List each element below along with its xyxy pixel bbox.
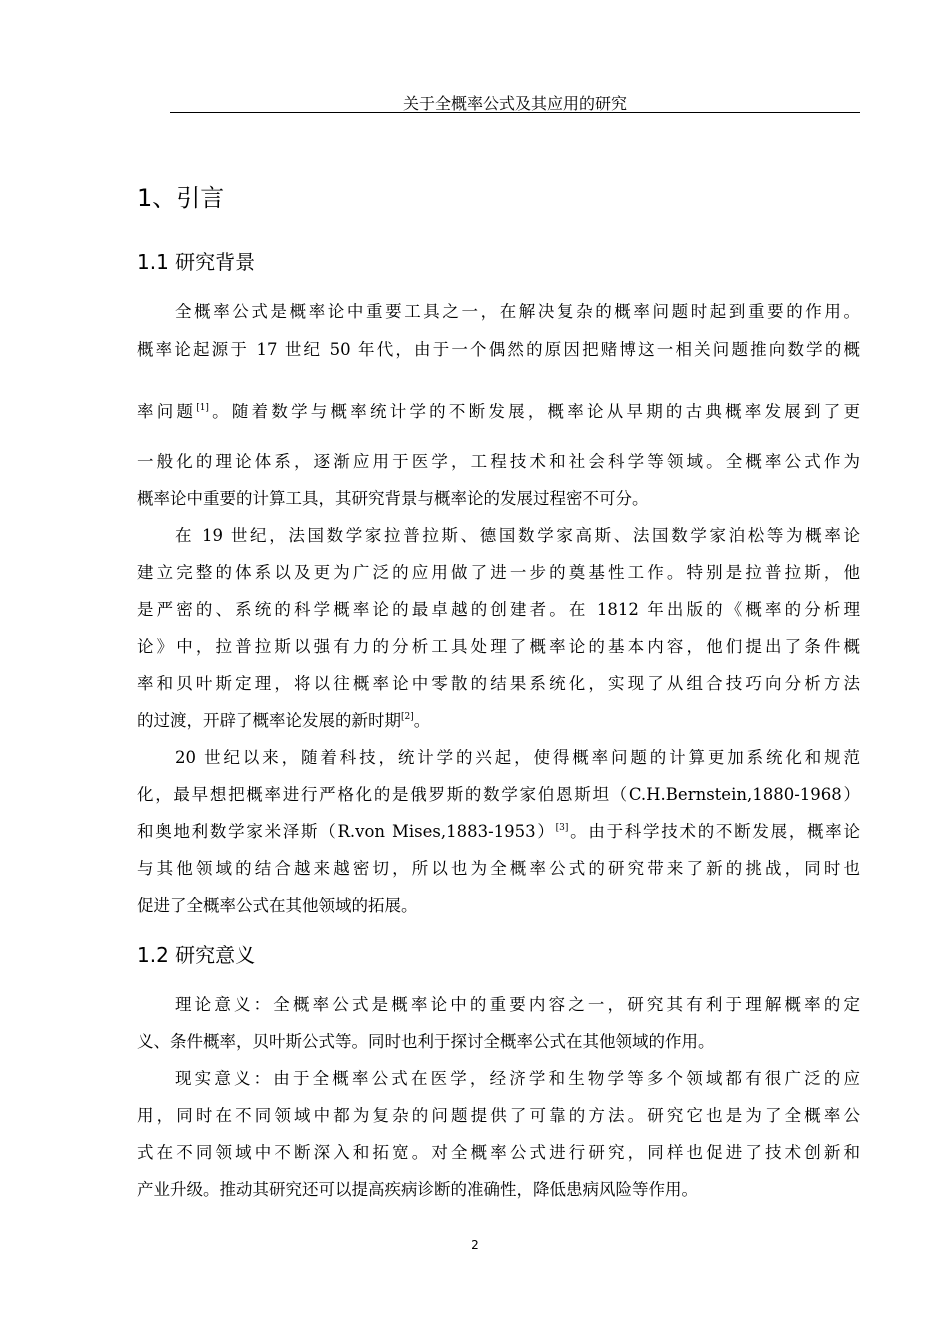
citation-ref-3: [3] <box>555 823 569 833</box>
header-rule <box>170 112 860 113</box>
text-span: 。由于科学技术的不断发展，概率论 <box>568 822 860 841</box>
text-line: 理论意义：全概率公式是概率论中的重要内容之一，研究其有利于理解概率的定 <box>175 995 860 1014</box>
text-line: 式在不同领域中不断深入和拓宽。对全概率公式进行研究，同样也促进了技术创新和 <box>137 1143 860 1162</box>
text-line <box>137 820 860 844</box>
text-line: 建立完整的体系以及更为广泛的应用做了进一步的奠基性工作。特别是拉普拉斯，他 <box>137 563 860 582</box>
subsection-heading-significance: 1.2 研究意义 <box>137 943 256 967</box>
citation-ref-2: [2] <box>401 712 414 722</box>
text-line: 概率论起源于 17 世纪 50 年代，由于一个偶然的原因把赌博这一相关问题推向数学的概 <box>137 340 860 359</box>
text-line: 论》中，拉普拉斯以强有力的分析工具处理了概率论的基本内容，他们提出了条件概 <box>137 637 860 656</box>
section-heading-introduction: 1、引言 <box>137 184 225 212</box>
text-span: 。 <box>413 711 431 730</box>
text-span: 。随着数学与概率统计学的不断发展，概率论从早期的古典概率发展到了更 <box>208 402 860 421</box>
text-line: 与其他领域的结合越来越密切，所以也为全概率公式的研究带来了新的挑战，同时也 <box>137 859 860 878</box>
text-line: 一般化的理论体系，逐渐应用于医学，工程技术和社会科学等领域。全概率公式作为 <box>137 452 860 471</box>
text-line: 促进了全概率公式在其他领域的拓展。 <box>137 896 418 915</box>
text-line: 用，同时在不同领域中都为复杂的问题提供了可靠的方法。研究它也是为了全概率公 <box>137 1106 860 1125</box>
text-line: 在 19 世纪，法国数学家拉普拉斯、德国数学家高斯、法国数学家泊松等为概率论 <box>175 526 860 545</box>
text-line: 义、条件概率，贝叶斯公式等。同时也利于探讨全概率公式在其他领域的作用。 <box>137 1032 715 1051</box>
text-line: 化，最早想把概率进行严格化的是俄罗斯的数学家伯恩斯坦（C.H.Bernstein,1880-1968） <box>137 785 860 804</box>
text-line: 20 世纪以来，随着科技，统计学的兴起，使得概率问题的计算更加系统化和规范 <box>175 748 860 767</box>
page-number: 2 <box>471 1238 479 1252</box>
text-span: 和奥地利数学家米泽斯（R.von Mises,1883-1953） <box>137 822 556 841</box>
text-line: 概率论中重要的计算工具，其研究背景与概率论的发展过程密不可分。 <box>137 489 649 508</box>
text-line: 产业升级。推动其研究还可以提高疾病诊断的准确性，降低患病风险等作用。 <box>137 1180 698 1199</box>
running-header-title: 关于全概率公式及其应用的研究 <box>402 94 627 113</box>
text-line <box>137 400 860 424</box>
text-line: 率和贝叶斯定理，将以往概率论中零散的结果系统化，实现了从组合技巧向分析方法 <box>137 674 860 693</box>
text-span: 率问题 <box>137 402 197 421</box>
text-line: 全概率公式是概率论中重要工具之一，在解决复杂的概率问题时起到重要的作用。 <box>175 302 860 321</box>
citation-ref-1: [1] <box>196 403 209 413</box>
text-line: 现实意义：由于全概率公式在医学，经济学和生物学等多个领域都有很广泛的应 <box>175 1069 860 1088</box>
text-line <box>137 709 860 733</box>
subsection-heading-background: 1.1 研究背景 <box>137 250 256 274</box>
text-span: 的过渡，开辟了概率论发展的新时期 <box>137 711 401 730</box>
text-line: 是严密的、系统的科学概率论的最卓越的创建者。在 1812 年出版的《概率的分析理 <box>137 600 860 619</box>
